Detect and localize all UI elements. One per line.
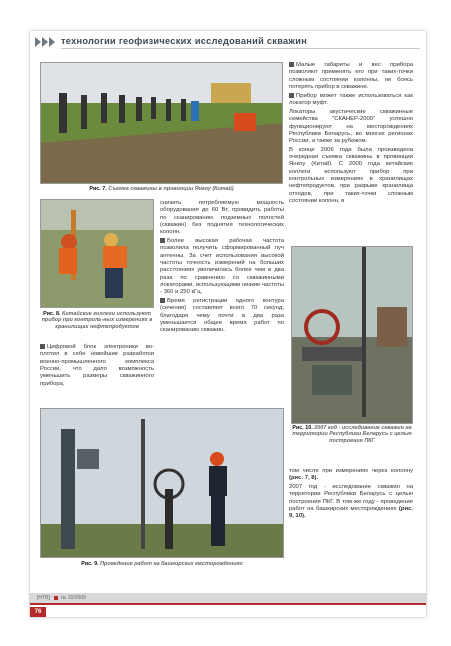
bullet-icon [160,298,165,303]
paragraph: снизить потребляемую мощность оборудования до 60 Вт, провидить работы по сканированию подземных полостей (скважин) без поднятия технологических колонн. [160,200,284,236]
page-header [30,31,426,55]
text-column-left [40,344,154,389]
paragraph: В конце 2006 года была произведена очередная съемка скважины в провинции Янкоу (Китай). С 2000 года китайские коллеги используют прибор при контрольных измерениях в хранилищах нефтепродуктов, при разрыве хранилища отходов, при таких-точки сложным состоянии колонн, в [289,146,413,204]
footer-bar [30,593,426,606]
page-number: 76 [30,607,46,617]
bullet-icon [40,344,45,349]
header-rule [61,48,420,49]
paragraph: Прибор может также использоваться как локатор муфт. [289,92,413,107]
issue-number: № 10/2009 [61,595,86,601]
page-sheet [30,31,426,617]
paragraph: Время регистрации одного контура (сечения) составляет всего 70 секунд, благодаря чему почти в два раза уменьшается общее время работ по сканированию скважин. [160,297,284,334]
text-column-right-top [289,62,413,207]
paragraph: Малые габариты и вес прибора позволяют применять его при таких-точки сложным состоянии колонны, не боясь потерять прибор в скважине. [289,62,413,90]
text-column-middle [160,200,284,336]
bullet-icon [289,62,294,67]
section-title: технологии геофизических исследований скважин [61,36,308,46]
paragraph: том числе при измерениях через колонну (рис. 7, 8). [289,468,413,482]
header-arrows-icon [35,37,55,47]
photo-figure-8 [40,199,154,308]
bullet-icon [160,238,165,243]
caption-figure-10: Рис. 10. 2007 год - исследование скважин на территории Республики Беларусь с целью построения ПКГ [292,425,412,444]
paragraph: Цифровой блок электроники во-плотил в себе новейшие разработки военно-промышленного комплекса России, что дало возможность уменьшить размеры скважинного прибора, [40,344,154,387]
photo-figure-10 [291,246,413,424]
photo-figure-7 [40,62,283,184]
caption-figure-9: Рис. 9. Проведение работ на башкирских месторождениях [81,561,243,567]
caption-figure-7: Рис. 7. Съемка скважины в провинции Янкоу (Китай) [89,186,234,192]
photo-figure-9 [40,408,284,558]
paragraph: Локаторы акустические скважинные семейства "СКАНЕР-2000" успешно функционируют на месторождениях Республики Беларусь, во многих регионах России, а также за рубежом. [289,108,413,145]
caption-figure-8: Рис. 8. Китайские коллеги используют прибор при контроль-ных измерениях в хранилищах нефтепродуктов [41,311,153,330]
text-column-right-bottom [289,468,413,522]
paragraph: 2007 год - исследование скважин на территории Республики Беларусь с целью построения ПКГ. В том же году - проведение работ на башкирских месторождениях (рис. 9, 10). [289,484,413,520]
footer-square-icon [54,596,58,600]
paragraph: Более высокая рабочая частота позволила получить сформированный луч антенны. За счет использования высокой частоты точность измерений на больших расстояниях увеличилась более чем в два раза по сравнению со скважинными локаторами, использующими низкие частоты - 360 и 250 кГц. [160,238,284,296]
bullet-icon [289,93,294,98]
journal-name: [НТВ] [37,595,50,601]
